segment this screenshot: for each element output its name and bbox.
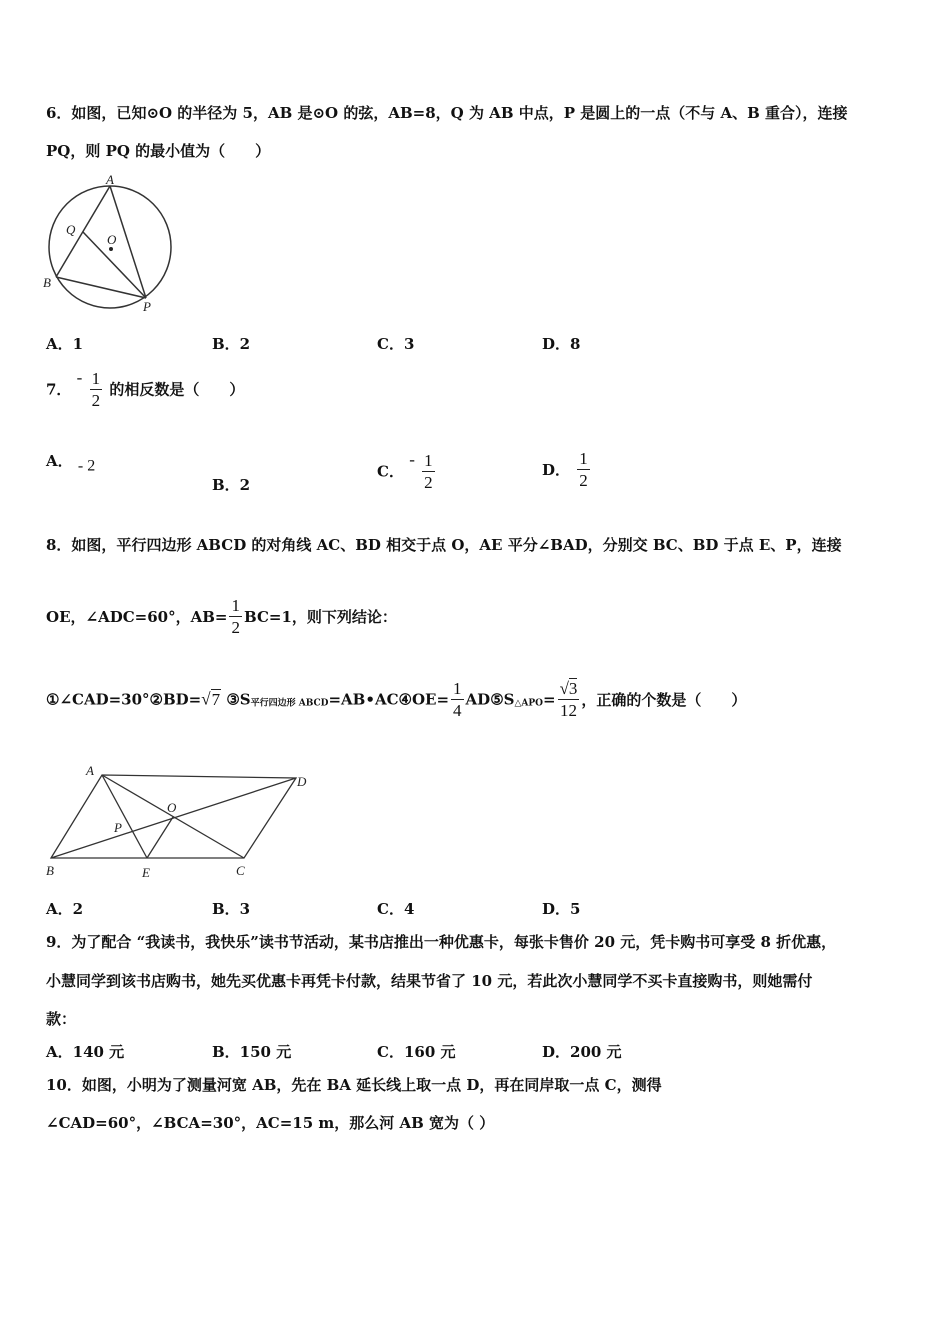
q10-line1: 10．如图，小明为了测量河宽 AB，先在 BA 延长线上取一点 D，再在同岸取一点 C，测得: [46, 1076, 662, 1094]
q9-option-c[interactable]: C．160 元: [377, 1043, 456, 1061]
q8-line3: [46, 680, 746, 719]
q8-l3-sqrt-radicand: 7: [211, 689, 221, 709]
diagonal-ac: [102, 775, 244, 858]
q6-option-a[interactable]: A．1: [46, 335, 84, 353]
q7-frac-den: 2: [91, 390, 101, 410]
label-e: E: [142, 865, 150, 880]
label-b: B: [43, 275, 51, 290]
q7-option-d-fraction: [577, 450, 590, 489]
q8-line2-a: OE，∠ADC=60°，AB=: [46, 608, 228, 626]
q6-line2: PQ，则 PQ 的最小值为（ ）: [46, 142, 271, 160]
label-o: O: [167, 800, 177, 815]
segment-oe: [147, 817, 173, 858]
label-d: D: [297, 774, 307, 789]
q8-line2-num: 1: [231, 596, 240, 615]
label-o: O: [107, 232, 117, 247]
q7-frac-num: 1: [91, 368, 101, 388]
q7-option-d-den: 2: [579, 471, 588, 490]
q8-line1: 8．如图，平行四边形 ABCD 的对角线 AC、BD 相交于点 O，AE 平分∠BAD，分别交 BC、BD 于点 E、P，连接: [46, 536, 842, 554]
q8-l3-frac-num: 1: [453, 679, 462, 698]
q7-suffix: 的相反数是（ ）: [109, 380, 245, 399]
q7-option-c-num: 1: [424, 450, 433, 470]
q7-option-c-neg: -: [409, 450, 415, 469]
q9-option-b[interactable]: B．150 元: [212, 1043, 292, 1061]
q8-l3-c: =AB•AC④OE=: [328, 690, 450, 709]
q7-option-a-label: A．: [46, 452, 73, 470]
q7-option-c-fraction: [422, 452, 435, 491]
q9-line2: 小慧同学到该书店购书，她先买优惠卡再凭卡付款，结果节省了 10 元，若此次小慧同学不买卡直接购书，则她需付: [46, 972, 813, 990]
q8-parallelogram-figure: [40, 760, 320, 885]
q7-neg-sign: -: [76, 368, 83, 387]
q8-line2-b: BC=1，则下列结论：: [243, 608, 397, 626]
label-a: A: [86, 763, 94, 778]
q7-prefix: 7．: [46, 380, 72, 399]
q7-option-d[interactable]: [542, 450, 592, 489]
q7-option-c-den: 2: [424, 472, 433, 492]
q8-l3-frac2-num: √3: [559, 679, 578, 698]
q8-l3-f: ，正确的个数是（ ）: [581, 691, 747, 709]
q7-option-c[interactable]: [377, 450, 437, 491]
q8-l3-frac-den: 4: [453, 701, 462, 720]
q8-l3-sqrt: √7: [201, 689, 221, 709]
label-c: C: [236, 863, 245, 878]
q8-option-d[interactable]: D．5: [542, 900, 581, 918]
label-q: Q: [66, 222, 76, 237]
label-p: P: [143, 299, 151, 314]
q7-option-d-label: D．: [542, 461, 571, 479]
q8-option-c[interactable]: C．4: [377, 900, 415, 918]
q8-l3-frac2-radicand: 3: [568, 679, 578, 698]
q7-fraction: [90, 370, 103, 409]
q7-option-d-num: 1: [579, 449, 588, 468]
q9-option-a[interactable]: A．140 元: [46, 1043, 125, 1061]
q6-option-c[interactable]: C．3: [377, 335, 415, 353]
diagonal-bd: [51, 778, 296, 858]
label-p: P: [114, 820, 122, 835]
q8-l3-sub: 平行四边形 ABCD: [250, 698, 329, 709]
q7-option-a-value: - 2: [77, 457, 96, 475]
q8-line2-den: 2: [231, 618, 240, 637]
q8-l3-d: AD⑤S: [465, 690, 515, 709]
q6-option-d[interactable]: D．8: [542, 335, 581, 353]
q8-l3-fraction: [451, 680, 464, 719]
q8-l3-e: =: [543, 690, 556, 709]
label-b: B: [46, 863, 54, 878]
q6-line1: 6．如图，已知⊙O 的半径为 5，AB 是⊙O 的弦，AB=8，Q 为 AB 中点，P 是圆上的一点（不与 A、B 重合），连接: [46, 104, 848, 122]
q6-circle-figure: [40, 172, 180, 317]
q9-line1: 9．为了配合 “我读书，我快乐”读书节活动，某书店推出一种优惠卡，每张卡售价 20 元，凭卡购书可享受 8 折优惠，: [46, 933, 837, 951]
q8-l3-frac2-den: 12: [560, 701, 577, 720]
q8-line2-fraction: [229, 597, 242, 636]
q6-option-b[interactable]: B．2: [212, 335, 251, 353]
q7-option-b[interactable]: B．2: [212, 476, 251, 494]
q8-l3-fraction2: [558, 680, 580, 719]
q8-l3-b: ③S: [226, 690, 251, 709]
q7-option-c-label: C．: [377, 462, 404, 481]
q8-option-a[interactable]: A．2: [46, 900, 84, 918]
center-dot: [109, 247, 113, 251]
q8-line2: [46, 597, 397, 636]
q8-l3-a: ①∠CAD=30°②BD=: [46, 690, 202, 709]
q9-line3: 款：: [46, 1010, 77, 1028]
q7-stem: [46, 368, 244, 409]
q9-option-d[interactable]: D．200 元: [542, 1043, 622, 1061]
q8-l3-sub2: △APO: [514, 698, 543, 709]
q8-option-b[interactable]: B．3: [212, 900, 251, 918]
label-a: A: [106, 172, 114, 187]
q10-line2: ∠CAD=60°，∠BCA=30°，AC=15 m，那么河 AB 宽为（ ）: [46, 1114, 495, 1132]
q7-option-a[interactable]: [46, 450, 95, 476]
